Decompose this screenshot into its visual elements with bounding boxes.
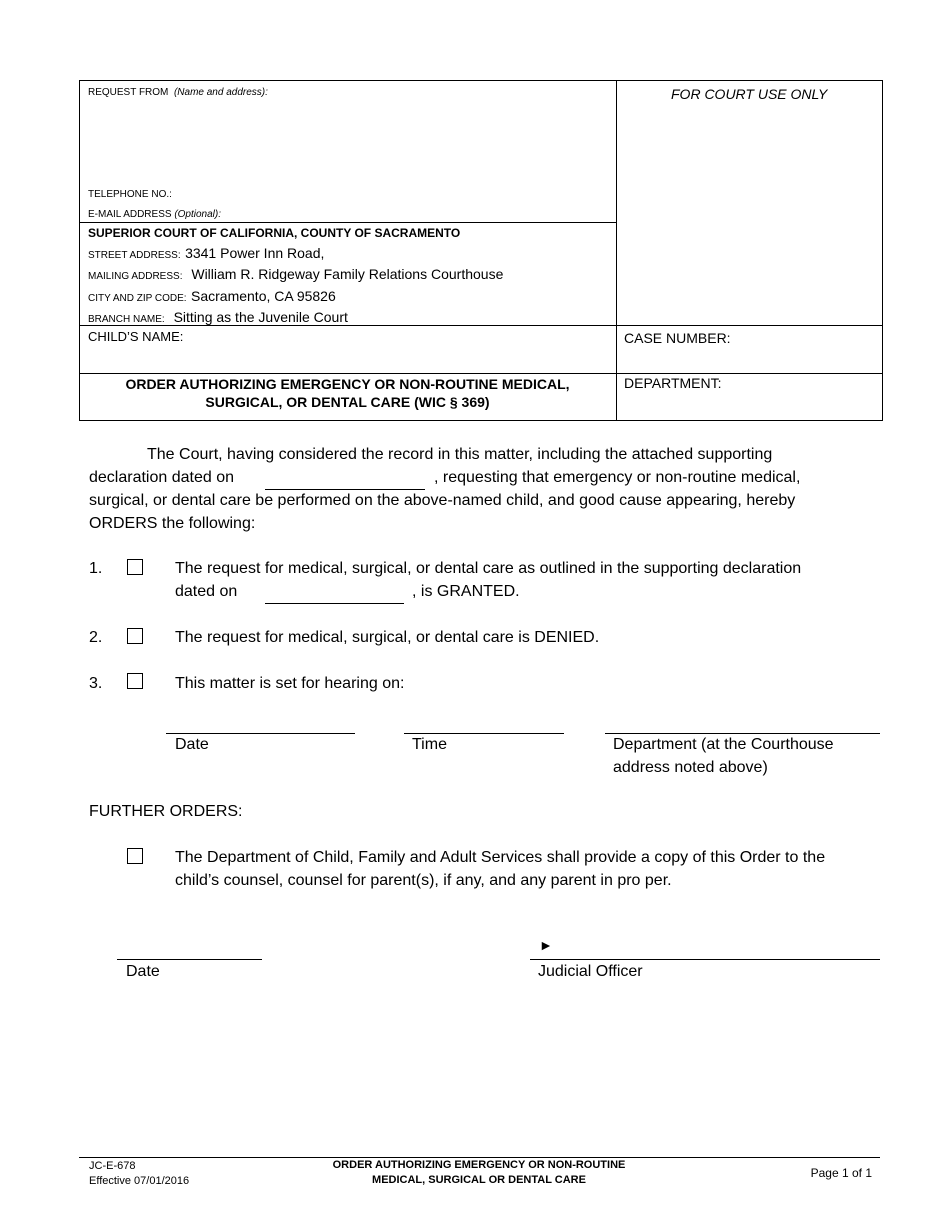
intro-line-3: surgical, or dental care be performed on the above-named child, and good cause appearing, hereby [89,492,796,509]
court-use-label: FOR COURT USE ONLY [671,86,828,102]
footer-title: ORDER AUTHORIZING EMERGENCY OR NON-ROUTINE MEDICAL, SURGICAL OR DENTAL CARE [332,1159,626,1186]
caption-divider-vertical [616,80,617,421]
email-label: E-MAIL ADDRESS (Optional): [88,209,222,220]
child-name-label: CHILD’S NAME: [88,329,184,344]
caption-divider-title [79,373,883,374]
hearing-department-label: Department (at the Courthouse address noted above) [613,736,834,776]
further-orders-checkbox[interactable] [127,848,143,864]
form-title: ORDER AUTHORIZING EMERGENCY OR NON-ROUTINE MEDICAL, SURGICAL, OR DENTAL CARE (WIC § 369) [125,376,570,410]
order-3-checkbox[interactable] [127,673,143,689]
intro-line-1: The Court, having considered the record in this matter, including the attached supporting [147,446,773,463]
footer-page-number: Page 1 of 1 [810,1166,872,1180]
further-orders-line-2: child’s counsel, counsel for parent(s), if any, and any parent in pro per. [175,872,672,889]
request-from-label: REQUEST FROM (Name and address): [88,87,268,98]
city-zip: CITY AND ZIP CODE: Sacramento, CA 95826 [88,288,336,304]
order-3-number: 3. [89,675,103,692]
hearing-date-label: Date [175,736,209,753]
department-label: DEPARTMENT: [624,375,722,391]
order-1-line-2b: , is GRANTED. [412,583,520,600]
order-1-checkbox[interactable] [127,559,143,575]
mailing-address: MAILING ADDRESS: William R. Ridgeway Family Relations Courthouse [88,266,504,282]
court-name: SUPERIOR COURT OF CALIFORNIA, COUNTY OF SACRAMENTO [88,226,461,240]
order-2-text: The request for medical, surgical, or dental care is DENIED. [175,629,600,646]
order-2-checkbox[interactable] [127,628,143,644]
branch-name: BRANCH NAME: Sitting as the Juvenile Court [88,309,348,325]
judicial-officer-label: Judicial Officer [538,963,643,980]
order-2-number: 2. [89,629,103,646]
further-orders-heading: FURTHER ORDERS: [89,803,243,820]
order-1-line-2a: dated on [175,583,238,600]
order-1-number: 1. [89,560,103,577]
street-address: STREET ADDRESS: 3341 Power Inn Road, [88,245,325,261]
order-1-date-blank[interactable] [265,603,404,604]
intro-line-2b: , requesting that emergency or non-routine medical, [434,469,801,486]
hearing-time-label: Time [412,736,447,753]
order-1-line-1: The request for medical, surgical, or dental care as outlined in the supporting declaration [175,560,802,577]
signature-date-label: Date [126,963,160,980]
caption-divider-court [79,222,617,223]
case-number-label: CASE NUMBER: [624,330,731,346]
intro-line-2a: declaration dated on [89,469,234,486]
telephone-label: TELEPHONE NO.: [88,189,172,200]
further-orders-line-1: The Department of Child, Family and Adult Services shall provide a copy of this Order to the [175,849,826,866]
footer-form-info: JC-E-678 Effective 07/01/2016 [89,1160,190,1187]
order-3-text: This matter is set for hearing on: [175,675,405,692]
signature-arrow-icon: ► [539,937,553,953]
intro-line-4: ORDERS the following: [89,515,256,532]
